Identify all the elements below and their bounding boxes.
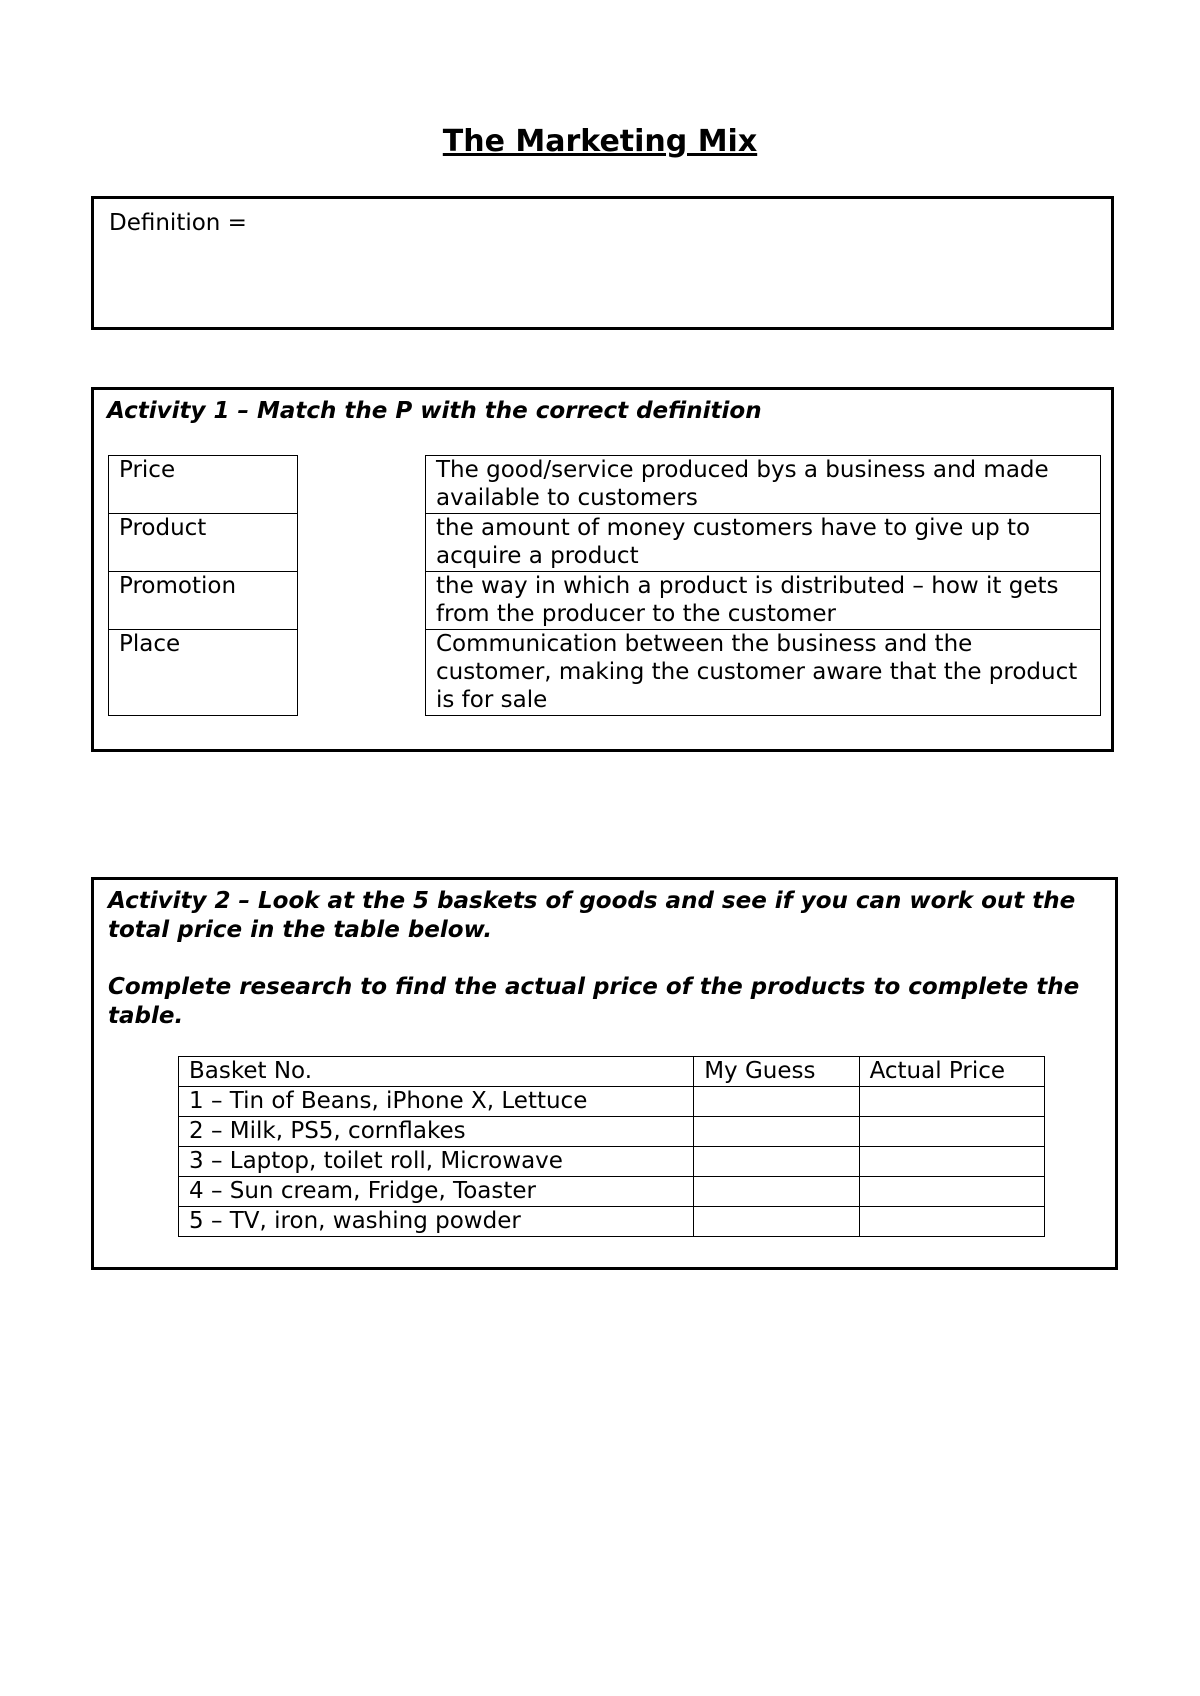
definition-cell[interactable]: Communication between the business and the customer, making the customer aware that the product is for sale (426, 630, 1101, 716)
my-guess-cell[interactable] (694, 1117, 859, 1147)
column-header-basket: Basket No. (179, 1057, 694, 1087)
table-row (179, 1177, 1045, 1207)
my-guess-cell[interactable] (694, 1087, 859, 1117)
activity2-subheading: Complete research to find the actual price of the products to complete the table. (108, 974, 1080, 1029)
p-table (108, 455, 298, 716)
definition-cell[interactable]: the way in which a product is distributed – how it gets from the producer to the customer (426, 572, 1101, 630)
definition-box[interactable] (91, 196, 1114, 330)
p-cell-promotion[interactable]: Promotion (109, 572, 298, 630)
column-header-my-guess: My Guess (694, 1057, 859, 1087)
definition-cell[interactable]: the amount of money customers have to give up to acquire a product (426, 514, 1101, 572)
activity1-box (91, 387, 1114, 752)
my-guess-cell[interactable] (694, 1207, 859, 1237)
basket-table (178, 1056, 1045, 1237)
definition-cell[interactable]: The good/service produced bys a business and made available to customers (426, 456, 1101, 514)
table-row (179, 1207, 1045, 1237)
activity1-heading: Activity 1 – Match the P with the correct definition (107, 398, 762, 424)
p-cell-price[interactable]: Price (109, 456, 298, 514)
actual-price-cell[interactable] (859, 1087, 1044, 1117)
basket-cell: 1 – Tin of Beans, iPhone X, Lettuce (179, 1087, 694, 1117)
page-title: The Marketing Mix (442, 124, 758, 159)
p-cell-place[interactable]: Place (109, 630, 298, 716)
basket-cell: 4 – Sun cream, Fridge, Toaster (179, 1177, 694, 1207)
p-cell-product[interactable]: Product (109, 514, 298, 572)
column-header-actual-price: Actual Price (859, 1057, 1044, 1087)
table-header-row (179, 1057, 1045, 1087)
basket-cell: 5 – TV, iron, washing powder (179, 1207, 694, 1237)
actual-price-cell[interactable] (859, 1147, 1044, 1177)
actual-price-cell[interactable] (859, 1177, 1044, 1207)
table-row (179, 1117, 1045, 1147)
table-row (179, 1087, 1045, 1117)
definition-table (425, 455, 1101, 716)
definition-label: Definition = (109, 210, 247, 236)
actual-price-cell[interactable] (859, 1117, 1044, 1147)
activity2-heading: Activity 2 – Look at the 5 baskets of goods and see if you can work out the total price in the table below. (108, 888, 1076, 943)
my-guess-cell[interactable] (694, 1147, 859, 1177)
activity2-box (91, 877, 1118, 1270)
basket-cell: 2 – Milk, PS5, cornflakes (179, 1117, 694, 1147)
table-row (179, 1147, 1045, 1177)
my-guess-cell[interactable] (694, 1177, 859, 1207)
basket-cell: 3 – Laptop, toilet roll, Microwave (179, 1147, 694, 1177)
actual-price-cell[interactable] (859, 1207, 1044, 1237)
